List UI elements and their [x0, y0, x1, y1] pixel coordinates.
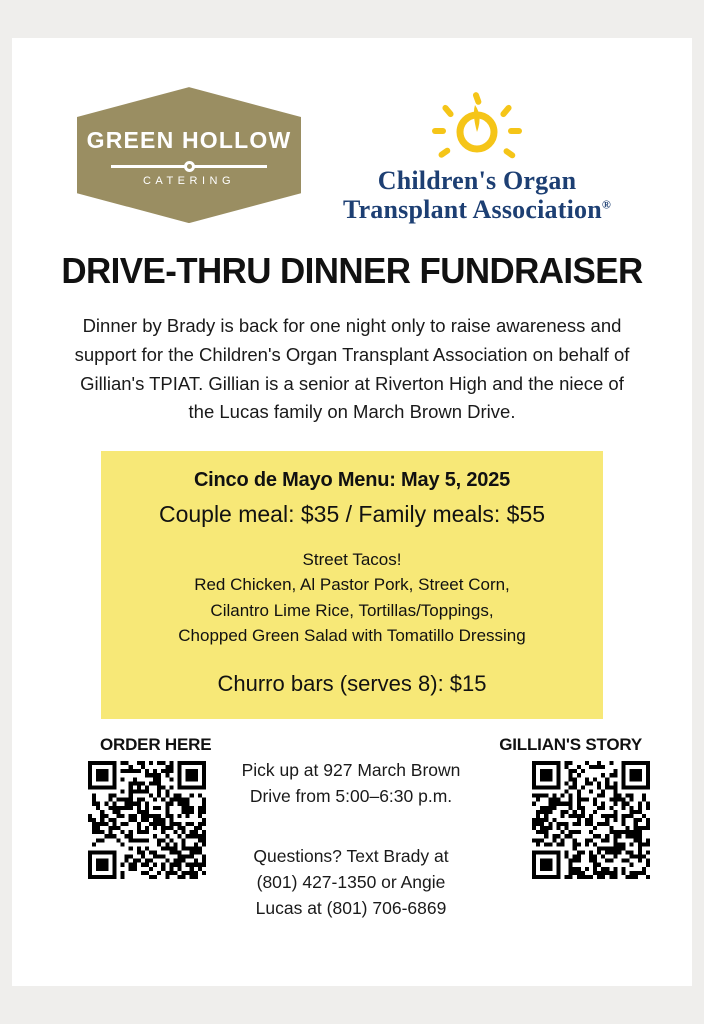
intro-paragraph: Dinner by Brady is back for one night only to raise awareness and support for the Children's Organ Transplant Association on behalf of Gillian's TPIAT. Gillian is a senior at Riverton High and the niece of the Lucas family on March Brown Drive. [74, 315, 630, 423]
menu-title: Cinco de Mayo Menu: May 5, 2025 [193, 468, 511, 491]
menu-item: Chopped Green Salad with Tomatillo Dressing [178, 626, 526, 646]
cota-name-line2-text: Transplant Association [342, 195, 602, 225]
cota-name [327, 166, 627, 224]
questions-line-3: Lucas at (801) 706-6869 [255, 898, 447, 919]
flyer-document [12, 38, 692, 986]
questions-line-2: (801) 427-1350 or Angie [256, 872, 446, 893]
green-hollow-logo [77, 87, 301, 223]
sun-icon [430, 92, 524, 162]
bottom-section [12, 735, 692, 945]
cota-name-line2 [327, 195, 627, 224]
menu-dessert-line: Churro bars (serves 8): $15 [217, 670, 487, 696]
green-hollow-tagline: CATERING [142, 175, 236, 188]
story-qr-code-icon[interactable] [532, 761, 650, 879]
pickup-line-2: Drive from 5:00–6:30 p.m. [249, 786, 453, 807]
menu-item: Cilantro Lime Rice, Tortillas/Toppings, [210, 600, 494, 620]
cota-logo [327, 86, 627, 224]
order-here-label: ORDER HERE [100, 734, 212, 754]
menu-item: Street Tacos! [302, 549, 402, 569]
page-title: DRIVE-THRU DINNER FUNDRAISER [61, 250, 643, 292]
cota-name-line1: Children's Organ [377, 166, 577, 195]
order-qr-code-icon[interactable] [88, 761, 206, 879]
menu-price-line: Couple meal: $35 / Family meals: $55 [158, 500, 546, 527]
pickup-info [224, 757, 478, 810]
gillians-story-label: GILLIAN'S STORY [499, 734, 642, 754]
hexagon-badge-icon [77, 87, 301, 223]
green-hollow-name: GREEN HOLLOW [86, 127, 292, 154]
logo-row [12, 38, 692, 224]
menu-item: Red Chicken, Al Pastor Pork, Street Corn, [194, 575, 510, 595]
divider [111, 165, 267, 168]
pickup-line-1: Pick up at 927 March Brown [241, 759, 461, 780]
registered-mark: ® [601, 197, 612, 212]
questions-info [224, 843, 478, 922]
questions-line-1: Questions? Text Brady at [253, 845, 449, 866]
menu-panel [101, 451, 603, 719]
menu-items [115, 547, 589, 649]
